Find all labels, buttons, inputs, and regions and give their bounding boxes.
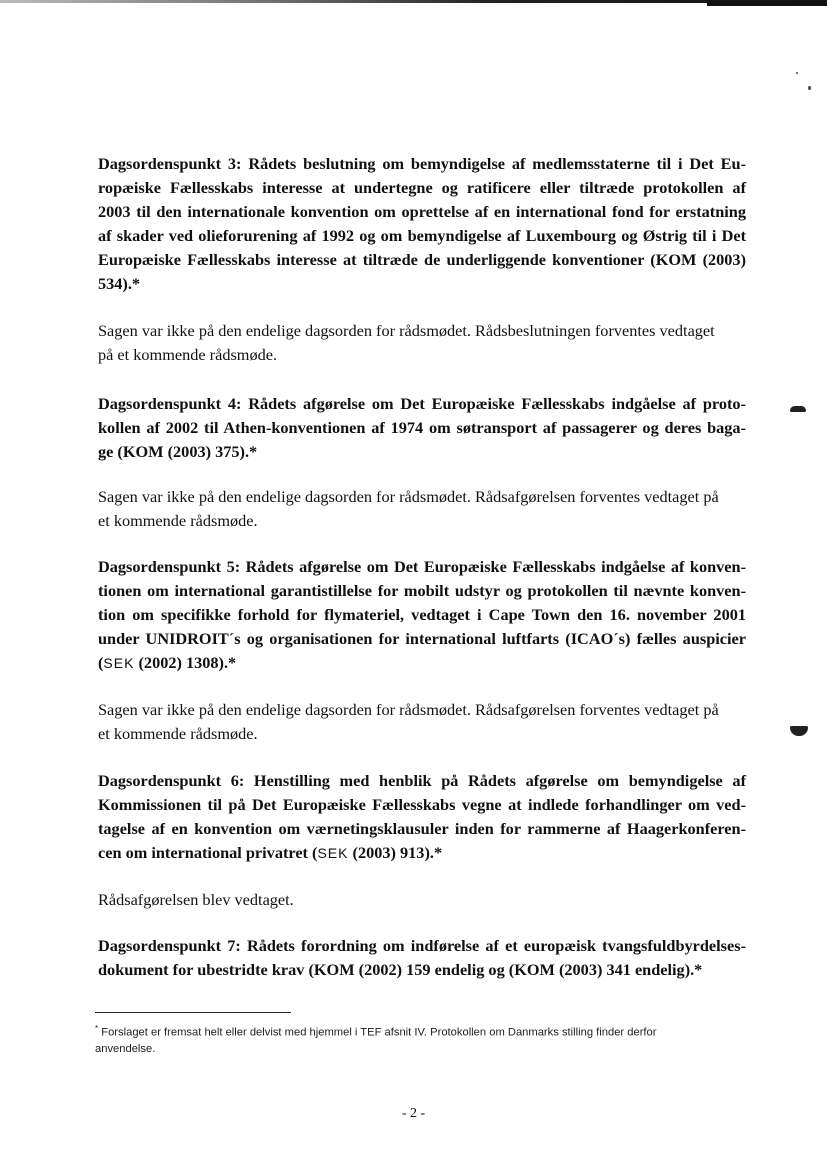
result-line: Sagen var ikke på den endelige dagsorden for rådsmødet. Rådsafgørelsen forventes vedtaget på — [98, 700, 719, 719]
reference-rest: (2002) 1308).* — [134, 653, 237, 672]
page-number: - 2 - — [401, 1106, 426, 1121]
agenda-item-6-result — [98, 888, 746, 912]
result-line: Sagen var ikke på den endelige dagsorden for rådsmødet. Rådsbeslutningen forventes vedtaget — [98, 321, 715, 340]
reference-code: SEK — [103, 655, 135, 671]
heading-line: Europæiske Fællesskabs interesse at tiltræde de underliggende konventioner (KOM (2003) — [98, 250, 746, 269]
agenda-item-5-result — [98, 698, 746, 746]
agenda-item-6-heading — [98, 769, 746, 865]
heading-line: ropæiske Fællesskabs interesse at undertegne og ratificere eller tiltræde protokollen af — [98, 178, 746, 197]
scan-speck — [796, 72, 798, 74]
heading-line: 534).* — [98, 274, 141, 293]
scan-mark — [790, 406, 806, 412]
scan-mark — [790, 726, 808, 736]
result-line: Rådsafgørelsen blev vedtaget. — [98, 890, 294, 909]
top-edge-rule — [0, 0, 827, 3]
footnote-line: anvendelse. — [95, 1042, 156, 1055]
heading-line: af skader ved olieforurening af 1992 og om bemyndigelse af Luxembourg og Østrig til i Det — [98, 226, 746, 245]
agenda-item-4-heading — [98, 392, 746, 464]
reference-open: ( — [98, 653, 104, 672]
result-line: et kommende rådsmøde. — [98, 724, 258, 743]
heading-line: kollen af 2002 til Athen-konventionen af 1974 om søtransport af passagerer og deres baga- — [98, 418, 746, 437]
heading-last-prefix: cen om international privatret — [98, 843, 313, 862]
footnote-divider — [95, 1012, 291, 1013]
agenda-item-4-result — [98, 485, 746, 533]
heading-line: Dagsordenspunkt 4: Rådets afgørelse om Det Europæiske Fællesskabs indgåelse af proto- — [98, 394, 746, 413]
reference-code: SEK — [317, 845, 349, 861]
heading-line: under UNIDROIT´s og organisationen for international luftfarts (ICAO´s) fælles auspicier — [98, 629, 746, 648]
agenda-item-3-heading — [98, 152, 746, 296]
footnote — [95, 1021, 755, 1057]
footnote-marker: * — [95, 1024, 99, 1033]
footnote-line: Forslaget er fremsat helt eller delvist med hjemmel i TEF afsnit IV. Protokollen om Danmarks stilling finder derfor — [101, 1026, 657, 1039]
heading-line: tionen om international garantistillelse for mobilt udstyr og protokollen til nævnte konven- — [98, 581, 746, 600]
result-line: et kommende rådsmøde. — [98, 511, 258, 530]
heading-line: tion om specifikke forhold for flymateriel, vedtaget i Cape Town den 16. november 2001 — [98, 605, 746, 624]
heading-line: tagelse af en konvention om værnetingsklausuler inden for rammerne af Haagerkonferen- — [98, 819, 746, 838]
scan-speck — [808, 86, 811, 90]
reference-rest: (2003) 913).* — [348, 843, 443, 862]
heading-line: Kommissionen til på Det Europæiske Fællesskabs vegne at indlede forhandlinger om ved- — [98, 795, 746, 814]
heading-line: ge (KOM (2003) 375).* — [98, 442, 258, 461]
heading-line: Dagsordenspunkt 3: Rådets beslutning om bemyndigelse af medlemsstaterne til i Det Eu- — [98, 154, 746, 173]
heading-line — [98, 841, 746, 865]
heading-line: Dagsordenspunkt 5: Rådets afgørelse om Det Europæiske Fællesskabs indgåelse af konven- — [98, 557, 746, 576]
result-line: Sagen var ikke på den endelige dagsorden for rådsmødet. Rådsafgørelsen forventes vedtaget på — [98, 487, 719, 506]
heading-line: dokument for ubestridte krav (KOM (2002) 159 endelig og (KOM (2003) 341 endelig).* — [98, 960, 703, 979]
heading-line: Dagsordenspunkt 7: Rådets forordning om indførelse af et europæisk tvangsfuldbyrdelses- — [98, 936, 746, 955]
agenda-item-5-heading — [98, 555, 746, 675]
agenda-item-3-result — [98, 319, 746, 367]
heading-line: Dagsordenspunkt 6: Henstilling med henblik på Rådets afgørelse om bemyndigelse af — [98, 771, 746, 790]
result-line: på et kommende rådsmøde. — [98, 345, 278, 364]
agenda-item-7-heading — [98, 934, 746, 982]
top-edge-rule-thick — [707, 1, 827, 6]
reference-open: ( — [312, 843, 318, 862]
heading-line — [98, 651, 746, 675]
heading-line: 2003 til den internationale konvention om oprettelse af en international fond for erstatning — [98, 202, 746, 221]
